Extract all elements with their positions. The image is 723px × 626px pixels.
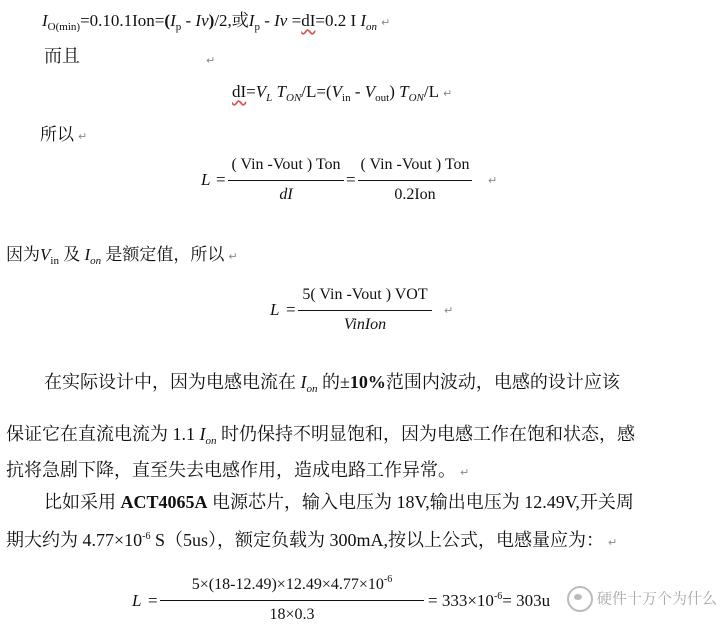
fraction-bar	[228, 180, 344, 181]
eq3-lhs: L	[132, 591, 142, 610]
formula-line-di	[232, 82, 452, 102]
text-er-qie	[44, 42, 80, 68]
eq3-exp2: -6	[493, 591, 503, 602]
sym-vout: V	[364, 82, 376, 101]
eq3-num	[160, 576, 424, 594]
minus2: -	[259, 11, 275, 30]
eq1-lhs: L	[201, 170, 211, 189]
p5-b: S（5us），额定负载为 300mA,按以上公式，电感量应为：	[150, 530, 605, 550]
p1-a: 在实际设计中，因为电感电流在	[44, 372, 301, 392]
return-mark-icon: ↵	[444, 304, 454, 317]
return-mark-icon: ↵	[78, 130, 88, 143]
text-suo-yi	[40, 120, 87, 145]
sym-ion: I	[300, 372, 307, 392]
eq3-num-exp: -6	[383, 574, 393, 585]
paren-close: )	[389, 82, 400, 101]
para-line-3	[6, 456, 469, 482]
watermark	[567, 586, 717, 612]
er-qie-label: 而且	[44, 46, 80, 66]
return-mark-icon: ↵	[608, 536, 618, 549]
return-mark-icon: ↵	[381, 16, 391, 29]
return-mark-icon: ↵	[443, 87, 453, 100]
eq1-fraction-1	[228, 156, 344, 208]
text-e: /L	[423, 82, 439, 101]
text-because	[6, 240, 238, 265]
eq3-num-text: 5×(18-12.49)×12.49×4.77×10	[191, 576, 384, 593]
eq3-equals2: = 333×10	[428, 591, 494, 610]
eq1-num2	[358, 156, 472, 174]
sym-ip: I	[170, 11, 176, 30]
sym-ion-sub: on	[90, 255, 102, 267]
eq3-result	[428, 591, 550, 611]
eq3-tail: = 303u	[502, 591, 551, 610]
because-c: 是额定值，所以	[101, 245, 225, 264]
text-rest: /2,或	[214, 11, 249, 30]
p1-c: 范围内波动，电感的设计应该	[385, 372, 620, 392]
p5-a: 期大约为 4.77×10	[6, 530, 143, 550]
because-a: 因为	[6, 245, 40, 264]
wechat-icon	[567, 586, 593, 612]
p4-a: 比如采用	[44, 492, 121, 512]
watermark-text: 硬件十万个为什么	[596, 589, 717, 608]
eq1-equals: =	[216, 170, 226, 189]
eq1-fraction-2	[358, 156, 472, 208]
sym-vin: V	[331, 82, 343, 101]
sym-vin: V	[40, 245, 51, 264]
eq1-equals2: =	[346, 170, 356, 189]
sym-vout-sub: out	[375, 92, 390, 104]
eq1-den2: 0.2Ion	[394, 186, 436, 203]
return-mark-icon: ↵	[460, 466, 470, 479]
eq2-num: 5( Vin -Vout ) VOT	[302, 286, 428, 303]
fraction-bar	[358, 180, 472, 181]
p3-text: 抗将急剧下降，直至失去电感作用，造成电路工作异常。	[6, 460, 456, 480]
p4-b: 电源芯片，输入电压为 18V,输出电压为 12.49V,开关周	[207, 492, 634, 512]
eq3-equals: =	[148, 591, 158, 610]
sym-io: I	[42, 11, 48, 30]
sym-ion: I	[199, 424, 206, 444]
minus: -	[181, 11, 196, 30]
sym-vin-sub: in	[50, 255, 59, 267]
eq1-num1	[228, 156, 344, 174]
eq2: =0.2 I	[315, 11, 361, 30]
p2-b: 时仍保持不明显饱和，因为电感工作在饱和状态，感	[216, 424, 635, 444]
sym-ip2-sub: p	[254, 21, 260, 33]
sym-di: dI	[232, 82, 247, 101]
eq3-fraction	[160, 576, 424, 626]
eq2-fraction	[298, 286, 432, 338]
return-mark-icon: ↵	[228, 250, 238, 263]
eq1-num1-text: ( Vin -Vout ) Ton	[231, 156, 341, 173]
sym-vin-sub: in	[342, 92, 351, 104]
sym-io-sub: O(min)	[47, 21, 81, 33]
sym-iv2: Iv	[274, 11, 288, 30]
eq1-den1: dI	[279, 186, 293, 203]
return-mark-icon: ↵	[206, 54, 216, 67]
para-line-4	[44, 488, 634, 514]
p4-chip: ACT4065A	[120, 492, 208, 512]
eq: =	[246, 82, 256, 101]
paren-open: (	[164, 11, 171, 30]
p2-a: 保证它在直流电流为 1.1	[6, 424, 200, 444]
sym-ion: I	[360, 11, 367, 30]
paren-close: )	[208, 11, 215, 30]
return-mark-icon: ↵	[488, 174, 498, 187]
fraction-bar	[160, 600, 424, 601]
sym-ion-sub: on	[205, 435, 217, 447]
para-line-2	[6, 420, 635, 446]
sym-vl-sub: L	[266, 92, 273, 104]
sym-ion-sub: on	[306, 383, 318, 395]
text-b: /L=(	[301, 82, 332, 101]
p1-b: 的±	[317, 372, 350, 392]
eq2-den: VinIon	[343, 316, 387, 333]
sym-di: dI	[301, 11, 316, 30]
eq2-lhs: L	[270, 300, 280, 319]
sym-iv: Iv	[195, 11, 209, 30]
p1-pct: 10%	[349, 372, 386, 392]
formula-line-current-min	[42, 6, 390, 31]
text-mid: =0.10.1Ion=	[80, 11, 165, 30]
sym-ton: T	[272, 82, 286, 101]
sym-ton2-sub: ON	[408, 92, 424, 104]
fraction-bar	[298, 310, 432, 311]
eq: =	[287, 11, 302, 30]
sym-ion-sub: on	[366, 21, 378, 33]
sym-ion: I	[84, 245, 91, 264]
sym-ip-sub: p	[175, 21, 182, 33]
sym-vl: V	[255, 82, 267, 101]
eq1-num2-text: ( Vin -Vout ) Ton	[360, 156, 470, 173]
p5-exp: -6	[142, 531, 151, 542]
because-b: 及	[58, 245, 85, 264]
sym-ton2: T	[399, 82, 409, 101]
minus: -	[350, 82, 365, 101]
suo-yi-label: 所以	[40, 125, 74, 144]
sym-ton-sub: ON	[286, 92, 302, 104]
eq3-den: 18×0.3	[269, 606, 315, 623]
para-line-5	[6, 526, 617, 552]
para-line-1	[44, 368, 620, 394]
sym-ip2: I	[248, 11, 255, 30]
eq2-equals: =	[286, 300, 296, 319]
